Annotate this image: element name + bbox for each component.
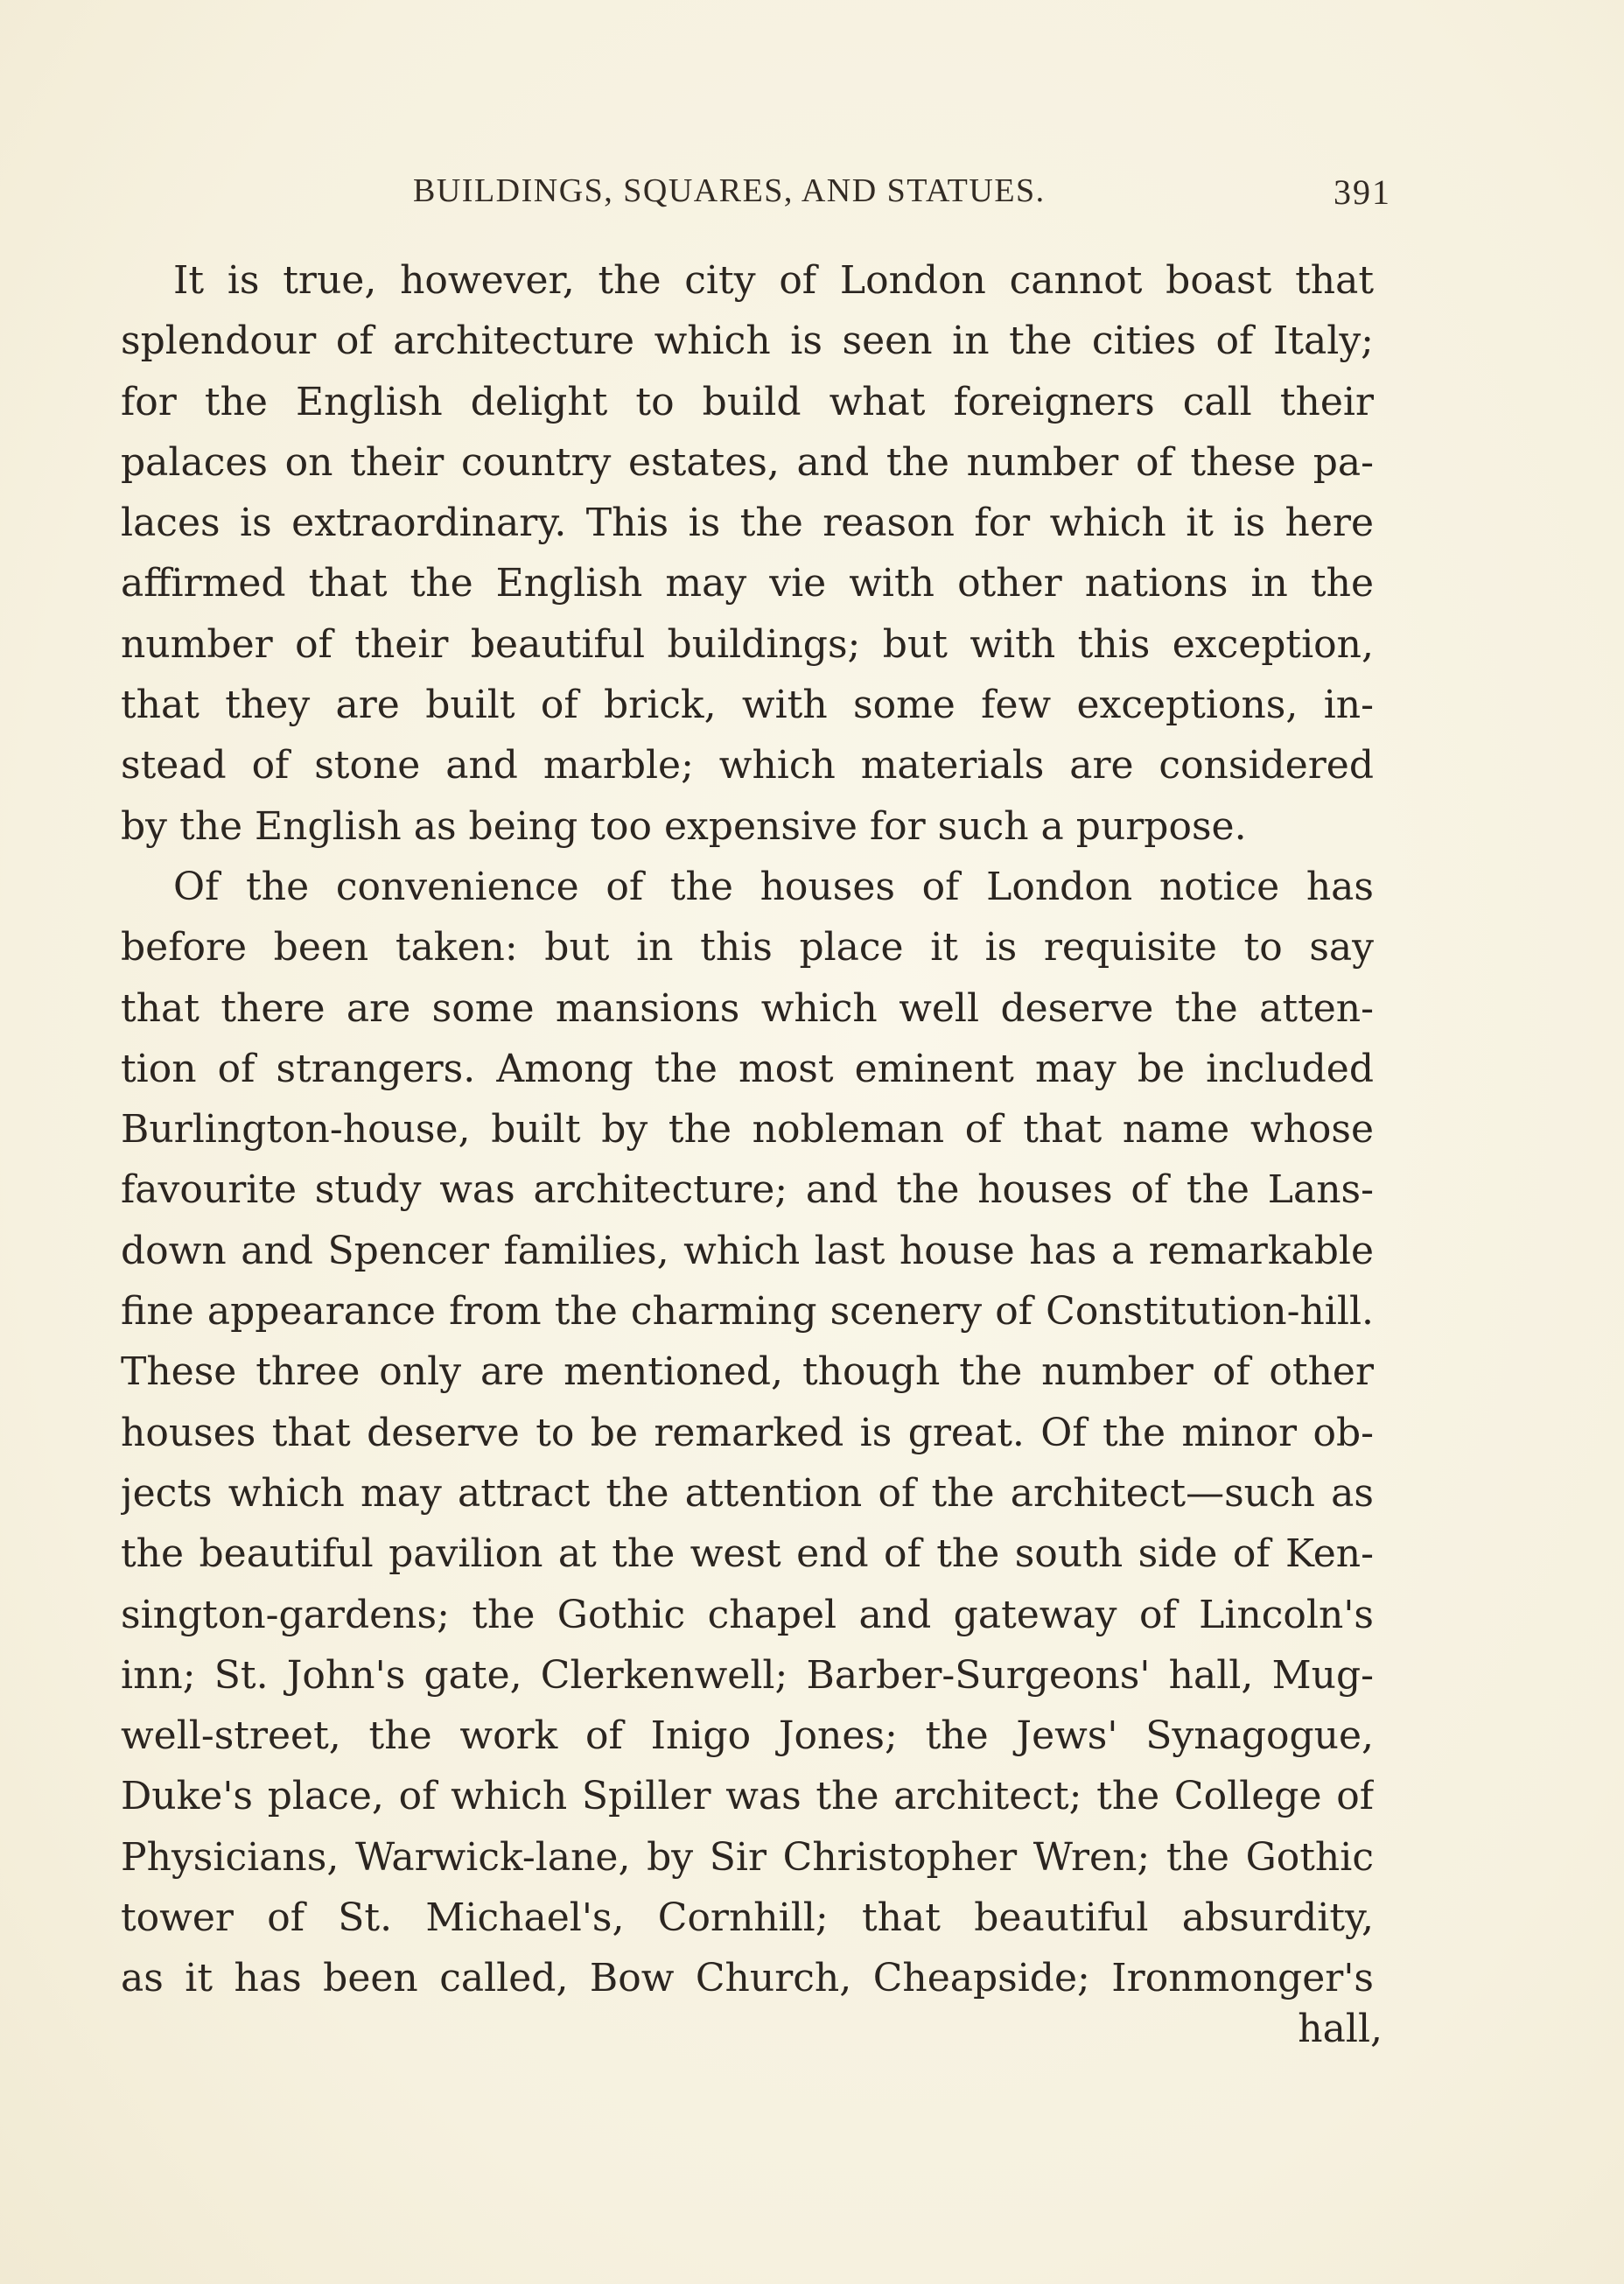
body-text [121, 250, 1374, 2009]
text-line: It is true, however, the city of London cannot boast that [173, 258, 1374, 303]
text-line: for the English delight to build what foreigners call their [121, 379, 1374, 424]
page-number: 391 [1334, 172, 1391, 212]
text-line: stead of stone and marble; which materials are considered [121, 743, 1374, 788]
text-line: tower of St. Michael's, Cornhill; that beautiful absurdity, [121, 1895, 1374, 1941]
text-line: before been taken: but in this place it is requisite to say [121, 925, 1374, 970]
text-line: number of their beautiful buildings; but with this exception, [121, 621, 1374, 667]
text-line: the beautiful pavilion at the west end of the south side of Ken- [121, 1531, 1374, 1577]
running-head [413, 172, 1391, 224]
text-line: down and Spencer families, which last house has a remarkable [121, 1228, 1374, 1273]
text-line: that they are built of brick, with some few exceptions, in- [121, 683, 1374, 728]
text-line: tion of strangers. Among the most eminent may be included [121, 1046, 1374, 1091]
text-line: palaces on their country estates, and the number of these pa- [121, 439, 1374, 485]
text-line: splendour of architecture which is seen in the cities of Italy; [121, 319, 1374, 364]
text-line: that there are some mansions which well deserve the atten- [121, 985, 1374, 1031]
text-line: Burlington-house, built by the nobleman of that name whose [121, 1107, 1374, 1153]
text-line: fine appearance from the charming scenery of Constitution-hill. [121, 1289, 1374, 1335]
text-line: well-street, the work of Inigo Jones; the Jews' Synagogue, [121, 1713, 1374, 1759]
text-line: Physicians, Warwick-lane, by Sir Christopher Wren; the Gothic [121, 1834, 1374, 1880]
text-line: laces is extraordinary. This is the reason for which it is here [121, 501, 1374, 546]
text-line: Of the convenience of the houses of London notice has [173, 864, 1374, 909]
text-line: affirmed that the English may vie with other nations in the [121, 561, 1374, 606]
text-line: These three only are mentioned, though the number of other [121, 1349, 1374, 1395]
running-title: BUILDINGS, SQUARES, AND STATUES. [413, 172, 1046, 209]
text-line: jects which may attract the attention of the architect—such as [121, 1470, 1374, 1516]
text-line: sington-gardens; the Gothic chapel and gateway of Lincoln's [121, 1592, 1374, 1637]
catchword: hall, [1298, 2007, 1382, 2051]
text-line: as it has been called, Bow Church, Cheapside; Ironmonger's [121, 1956, 1374, 2001]
text-line: inn; St. John's gate, Clerkenwell; Barber-Surgeons' hall, Mug- [121, 1652, 1374, 1698]
text-line: by the English as being too expensive for such a purpose. [121, 803, 1247, 849]
text-line: houses that deserve to be remarked is great. Of the minor ob- [121, 1410, 1374, 1455]
text-line: favourite study was architecture; and the houses of the Lans- [121, 1167, 1374, 1213]
text-line: Duke's place, of which Spiller was the architect; the College of [121, 1774, 1374, 1819]
